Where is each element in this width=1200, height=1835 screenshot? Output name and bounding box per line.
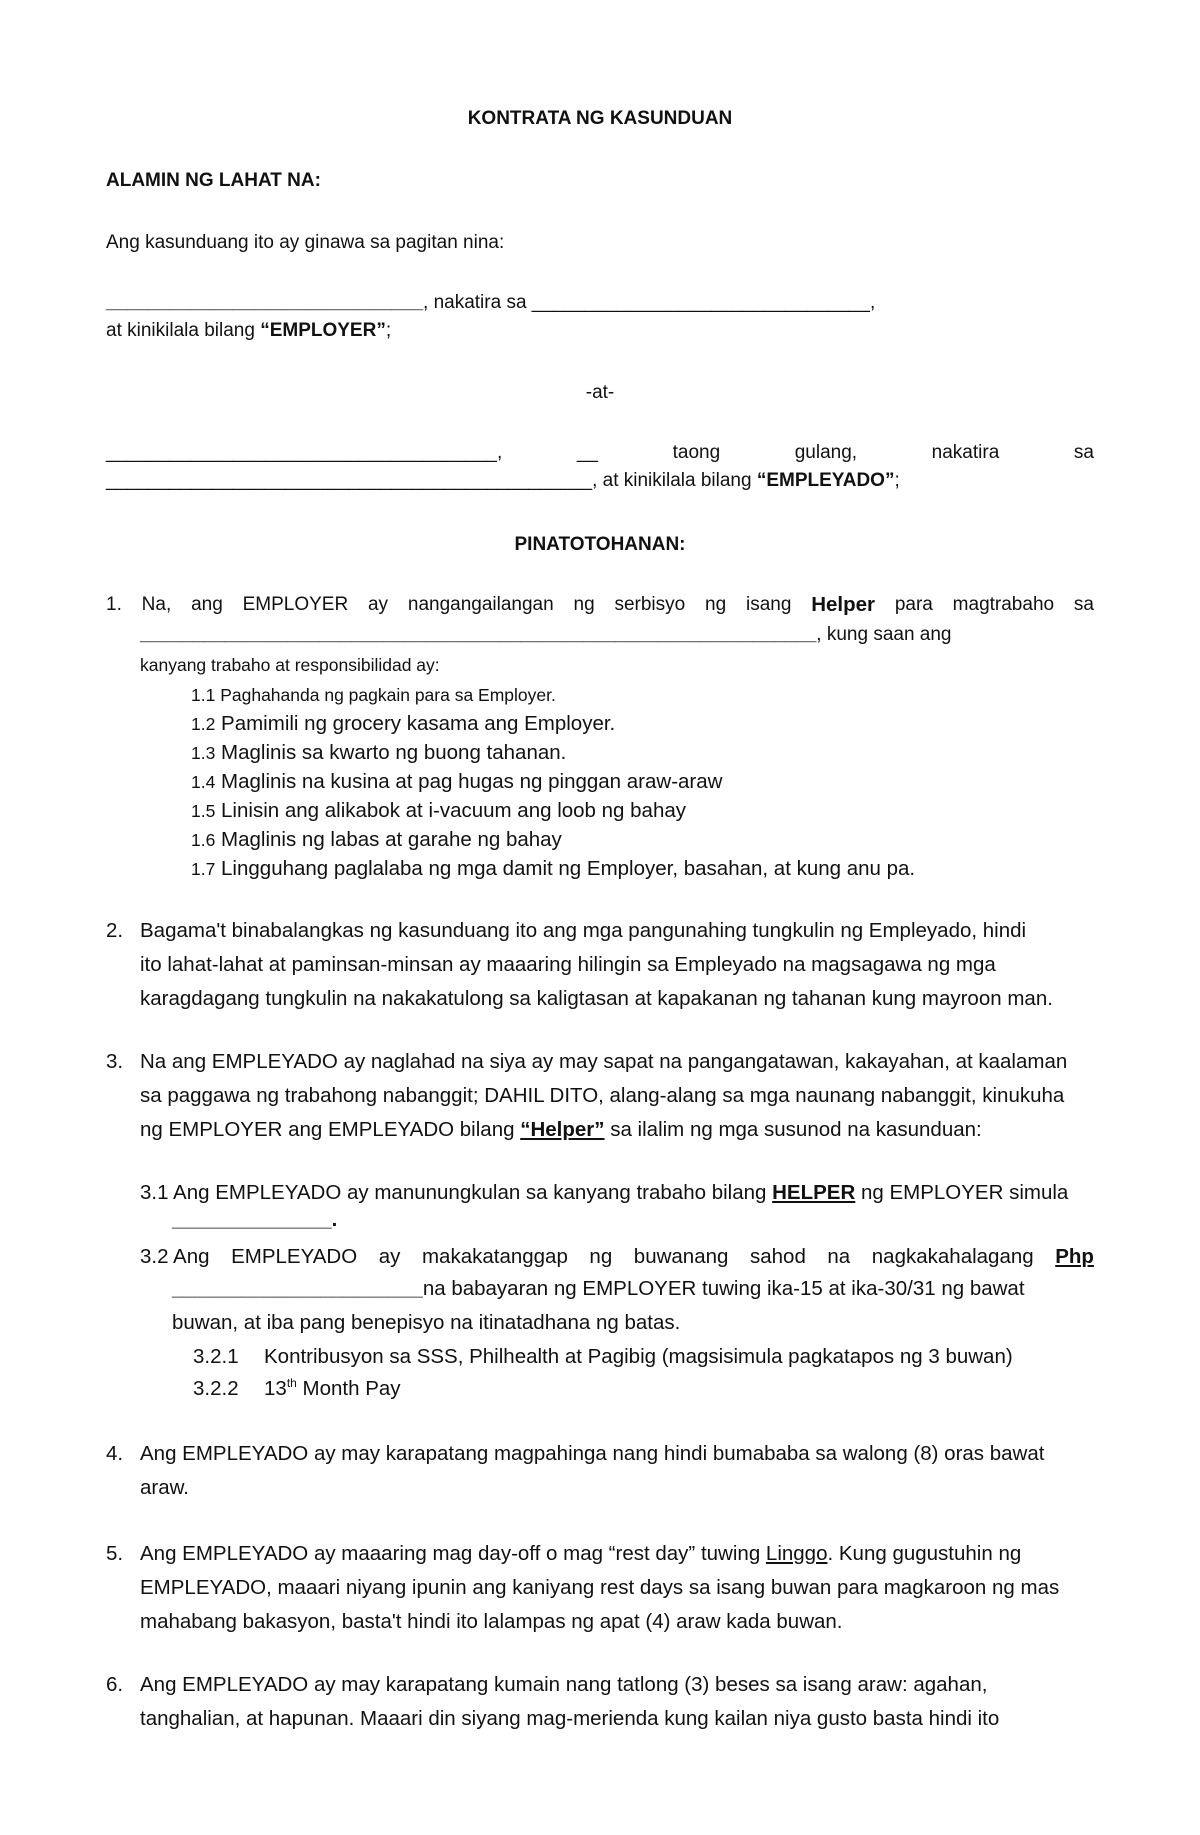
helper-term: HELPER [772,1181,856,1204]
linggo-term: Linggo [765,1542,828,1565]
item1-sub [191,711,615,737]
item3-2-2-13: 13 [264,1377,287,1400]
item1-sub [191,682,556,708]
helper-term: Helper [811,593,876,616]
party2-role-prefix: , at kinikilala bilang [592,470,757,491]
item3-1-prefix: 3.1 Ang EMPLEYADO ay manunungkulan sa kanyang trabaho bilang [140,1181,773,1204]
item3-2-2-text: Month Pay [296,1377,401,1400]
party1-line [106,290,875,316]
salutation: ALAMIN NG LAHAT NA: [106,170,321,191]
item1-sub-number: 1.7 [191,859,216,879]
document-title: KONTRATA NG KASUNDUAN [467,108,733,129]
item1-sub [191,769,722,795]
item3-1-line [140,1180,1068,1206]
item1-sub-text: Paghahanda ng pagkain para sa Employer. [220,685,556,705]
item3-2-1 [193,1344,1013,1370]
item3-1-suffix: ng EMPLOYER simula [855,1181,1069,1204]
item3-line: Na ang EMPLEYADO ay naglahad na siya ay may sapat na pangangatawan, kakayahan, at kaalaman [140,1050,1068,1073]
item3-2-line [140,1244,1094,1270]
item1-sub-text: Maglinis sa kwarto ng buong tahanan. [221,741,567,764]
item1-word: para [894,594,933,615]
party1-nakatira: , nakatira sa [423,292,527,313]
item6-number: 6. [106,1673,124,1696]
party2-taong: taong [672,442,721,463]
item1-sub [191,740,566,766]
item3-l3-prefix: ng EMPLOYER ang EMPLEYADO bilang [140,1118,521,1141]
item1-sub-text: Linisin ang alikabok at i-vacuum ang loob ng bahay [221,799,687,822]
item3-number: 3. [106,1050,124,1073]
item1-workplace-blank: ________________________________________________________________ [140,624,817,645]
item1-sub-text: Maglinis ng labas at garahe ng bahay [221,828,562,851]
item6-line: Ang EMPLEYADO ay may karapatang kumain nang tatlong (3) beses sa isang araw: agahan, [140,1673,988,1696]
item6-line: tanghalian, at hapunan. Maaari din siyang mag-merienda kung kailan niya gusto basta hindi ito [140,1707,1000,1730]
item1-sub [191,827,562,853]
item3-2-word: ay [378,1245,401,1268]
party2-role-suffix: ; [894,470,900,491]
party2-nakatira: nakatira [931,442,1000,463]
item3-2-1-number: 3.2.1 [193,1345,239,1368]
item1-sub-text: Lingguhang paglalaba ng mga damit ng Employer, basahan, at kung anu pa. [221,857,916,880]
item1-word: isang [745,594,792,615]
item1-sub-number: 1.3 [191,743,216,763]
item3-2-text: na babayaran ng EMPLOYER tuwing ika-15 at ika-30/31 ng bawat [422,1277,1025,1300]
item3-2-word: sahod [749,1245,806,1268]
item2-number: 2. [106,919,124,942]
intro-paragraph: Ang kasunduang ito ay ginawa sa pagitan nina: [106,232,505,253]
party1-role-line [106,318,391,344]
item3-line: sa paggawa ng trabahong nabanggit; DAHIL DITO, alang-alang sa mga naunang nabanggit, kinukuha [140,1084,1065,1107]
party1-role-suffix: ; [385,320,392,341]
item3-2-word: 3.2 Ang [140,1245,210,1268]
item1-sub-number: 1.6 [191,830,216,850]
item5-line: mahabang bakasyon, basta't hindi ito lalampas ng apat (4) araw kada buwan. [140,1610,843,1633]
item1-number: 1. [106,594,122,615]
item1-line1 [106,592,1094,618]
empleyado-role: “EMPLEYADO” [756,470,895,491]
item3-2-word: nagkakahalagang [871,1245,1034,1268]
item3-2-word: makakatanggap [421,1245,568,1268]
item1-line3: kanyang trabaho at responsibilidad ay: [140,655,440,675]
item1-sub-number: 1.1 [191,685,216,705]
item3-2-word: ng [589,1245,613,1268]
item3-2-2 [193,1376,401,1402]
item3-line [140,1117,982,1143]
item1-sub-text: Maglinis na kusina at pag hugas ng pinggan araw-araw [221,770,723,793]
item4-line: Ang EMPLEYADO ay may karapatang magpahinga nang hindi bumababa sa walong (8) oras bawat [140,1442,1045,1465]
item1-kung: , kung saan ang [816,624,952,645]
item3-2-word: na [827,1245,851,1268]
item1-sub-number: 1.5 [191,801,216,821]
item1-word: magtrabaho [952,594,1055,615]
item1-sub [191,856,915,882]
item2-line: karagdagang tungkulin na nakakatulong sa kaligtasan at kapakanan ng tahanan kung mayroon man. [140,987,1053,1010]
party2-line [106,440,1094,466]
item5-number: 5. [106,1542,124,1565]
item3-2-line [172,1276,1025,1302]
party2-age-blank: __ [576,442,598,463]
party2-sa: sa [1073,442,1094,463]
item3-2-line: buwan, at iba pang benepisyo na itinatadhana ng batas. [172,1311,681,1334]
employer-role: “EMPLOYER” [260,320,386,341]
item5-l1-suffix: . Kung gugustuhin ng [827,1542,1022,1565]
item2-line: Bagama't binabalangkas ng kasunduang ito ang mga pangunahing tungkulin ng Empleyado, hindi [140,919,1027,942]
item3-2-2-number: 3.2.2 [193,1377,239,1400]
item1-word: ng [573,594,595,615]
item1-sub [191,798,686,824]
item3-2-word: EMPLEYADO [231,1245,358,1268]
item1-line2 [140,622,952,648]
party1-address-blank: ________________________________, [531,292,876,313]
item3-2-1-text: Kontribusyon sa SSS, Philhealth at Pagibig (magsisimula pagkatapos ng 3 buwan) [264,1345,1013,1368]
item1-word: EMPLOYER [242,594,349,615]
item1-word: sa [1073,594,1094,615]
helper-term: “Helper” [520,1118,605,1141]
item1-sub-text: Pamimili ng grocery kasama ang Employer. [221,712,616,735]
start-date-blank: ______________. [172,1208,338,1231]
separator-at: -at- [585,382,615,403]
party1-name-blank: ______________________________ [106,292,424,313]
currency-php: Php [1055,1245,1094,1268]
party2-address-blank: ______________________________________________ [106,470,593,491]
item5-l1-prefix: Ang EMPLEYADO ay maaaring mag day-off o mag “rest day” tuwing [140,1542,766,1565]
item3-l3-suffix: sa ilalim ng mga susunod na kasunduan: [604,1118,982,1141]
item2-line: ito lahat-lahat at paminsan-minsan ay maaaring hilingin sa Empleyado na magsagawa ng mga [140,953,996,976]
item4-line: araw. [140,1476,189,1499]
party2-role-line [106,468,900,494]
item5-line: EMPLEYADO, maaari niyang ipunin ang kaniyang rest days sa isang buwan para magkaroon ng mas [140,1576,1060,1599]
item1-word: ng [705,594,727,615]
item1-word: ay [367,594,389,615]
item5-line [140,1541,1021,1567]
item3-2-word: buwanang [633,1245,729,1268]
party2-gulang: gulang, [794,442,858,463]
section-heading: PINATOTOHANAN: [514,534,686,555]
item1-word: nangangailangan [407,594,554,615]
item1-sub-number: 1.2 [191,714,216,734]
item1-word: serbisyo [614,594,686,615]
item1-word: Na, [141,594,172,615]
party2-name-blank: _____________________________________, [106,442,503,463]
item1-sub-number: 1.4 [191,772,216,792]
item4-number: 4. [106,1442,124,1465]
item1-word: ang [191,594,223,615]
salary-blank: ______________________ [172,1277,423,1300]
item3-2-2-sup: th [286,1376,297,1391]
party1-role-prefix: at kinikilala bilang [106,320,261,341]
